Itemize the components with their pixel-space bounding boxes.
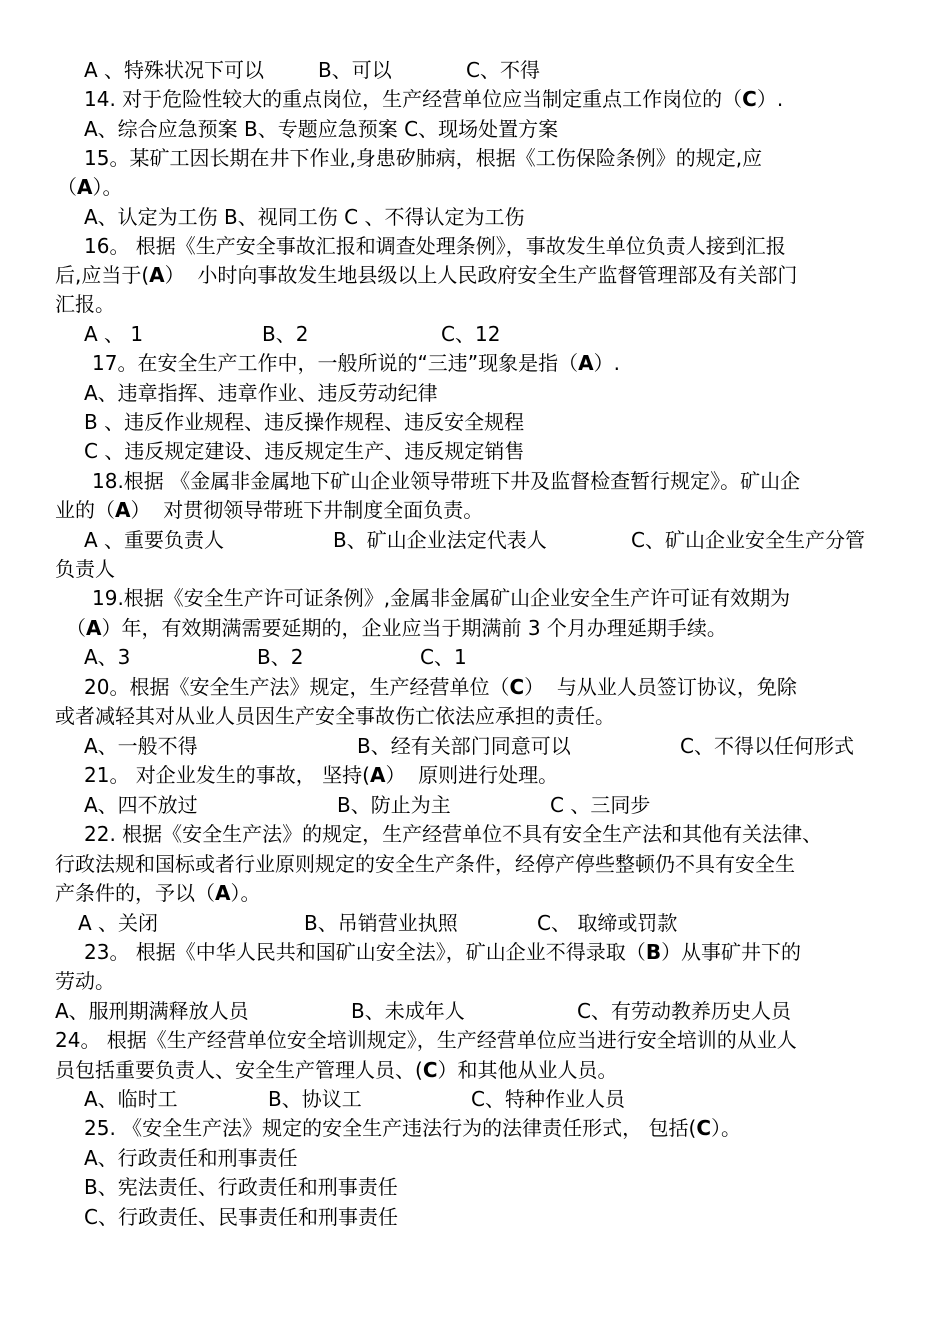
option-text: A 、关闭 (78, 911, 159, 935)
line-text (55, 1026, 797, 1055)
line-text (55, 261, 797, 290)
option-text: C、12 (441, 322, 501, 346)
line-text (55, 290, 115, 319)
line-text (84, 1203, 398, 1232)
text-line (0, 115, 950, 144)
line-text (84, 761, 558, 790)
line-text (84, 673, 797, 702)
answer-letter: B (645, 940, 662, 964)
text-line (0, 320, 950, 349)
text-run: 负责人 (55, 557, 115, 581)
answer-letter: A (115, 498, 131, 522)
text-run: ）。 (230, 881, 261, 905)
line-text (55, 1056, 618, 1085)
text-run: 22. 根据《安全生产法》的规定，生产经营单位不具有安全生产法和其他有关法律、 (84, 822, 823, 846)
text-line (0, 261, 950, 290)
option-text: A、一般不得 (84, 734, 198, 758)
text-run: ） 对贯彻领导带班下井制度全面负责。 (130, 498, 484, 522)
text-run: 25. 《安全生产法》规定的安全生产违法行为的法律责任形式， 包括( (84, 1116, 697, 1140)
text-run: B、宪法责任、行政责任和刑事责任 (84, 1175, 398, 1199)
text-line (0, 761, 950, 790)
option-text: C、不得以任何形式 (680, 734, 854, 758)
text-run: ）和其他从业人员。 (437, 1058, 618, 1082)
text-line (0, 379, 950, 408)
option-text: B、2 (262, 322, 309, 346)
text-run: A、综合应急预案 B、专题应急预案 C、现场处置方案 (84, 117, 559, 141)
option-text: B、防止为主 (337, 793, 451, 817)
text-line (0, 1203, 950, 1232)
text-line (0, 584, 950, 613)
text-line (0, 1114, 950, 1143)
option-text: C、有劳动教养历史人员 (577, 999, 791, 1023)
line-text (84, 437, 524, 466)
text-run: （ (57, 175, 77, 199)
text-run: 劳动。 (55, 969, 115, 993)
text-line (0, 1173, 950, 1202)
line-text (92, 349, 620, 378)
text-run: ）. (593, 351, 621, 375)
text-run: ） 小时向事故发生地县级以上人民政府安全生产监督管理部及有关部门 (164, 263, 798, 287)
text-line (0, 732, 950, 761)
text-run: （ (66, 616, 86, 640)
text-run: 17。在安全生产工作中，一般所说的“三违”现象是指（ (92, 351, 579, 375)
text-line (0, 496, 950, 525)
text-line (0, 1085, 950, 1114)
text-run: 或者减轻其对从业人员因生产安全事故伤亡依法应承担的责任。 (55, 704, 615, 728)
line-text (84, 938, 801, 967)
option-text: B、未成年人 (351, 999, 465, 1023)
answer-letter: A (77, 175, 93, 199)
option-text: A 、特殊状况下可以 (84, 58, 265, 82)
text-run: C、行政责任、民事责任和刑事责任 (84, 1205, 398, 1229)
answer-letter: C (509, 675, 525, 699)
text-run: 24。 根据《生产经营单位安全培训规定》，生产经营单位应当进行安全培训的从业人 (55, 1028, 797, 1052)
line-text (84, 144, 762, 173)
text-run: ）。 (92, 175, 123, 199)
text-line (0, 437, 950, 466)
text-line (0, 203, 950, 232)
text-run: ）。 (711, 1116, 742, 1140)
text-line (0, 173, 950, 202)
answer-letter: C (696, 1116, 712, 1140)
text-line (0, 349, 950, 378)
text-line (0, 144, 950, 173)
option-text: B、2 (257, 645, 304, 669)
option-text: B、协议工 (268, 1087, 362, 1111)
line-text (92, 467, 800, 496)
option-text: A、临时工 (84, 1087, 178, 1111)
answer-letter: A (369, 763, 386, 787)
text-run: 15。某矿工因长期在井下作业,身患矽肺病，根据《工伤保险条例》的规定,应 (84, 146, 763, 170)
line-text (84, 408, 524, 437)
text-line (0, 820, 950, 849)
text-line (0, 1056, 950, 1085)
text-line (0, 643, 950, 672)
answer-letter: C (742, 87, 757, 111)
line-text (55, 850, 795, 879)
text-run: 行政法规和国标或者行业原则规定的安全生产条件，经停产停些整顿仍不具有安全生 (55, 852, 795, 876)
text-line (0, 408, 950, 437)
text-line (0, 997, 950, 1026)
option-text: B、经有关部门同意可以 (357, 734, 571, 758)
line-text (84, 820, 822, 849)
text-run: 业的（ (55, 498, 115, 522)
line-text (55, 879, 260, 908)
option-text: A 、重要负责人 (84, 528, 225, 552)
line-text (55, 702, 615, 731)
line-text (84, 232, 786, 261)
text-line (0, 1026, 950, 1055)
line-text (84, 1173, 398, 1202)
text-run: 19.根据《安全生产许可证条例》,金属非金属矿山企业安全生产许可证有效期为 (92, 586, 791, 610)
text-run: 后,应当于( (55, 263, 150, 287)
text-line (0, 938, 950, 967)
text-run: ）. (756, 87, 784, 111)
text-run: ）从事矿井下的 (661, 940, 802, 964)
line-text (57, 173, 122, 202)
option-text: C 、三同步 (550, 793, 651, 817)
text-run: B 、违反作业规程、违反操作规程、违反安全规程 (84, 410, 525, 434)
text-run: 23。 根据《中华人民共和国矿山安全法》，矿山企业不得录取（ (84, 940, 646, 964)
option-text: A、四不放过 (84, 793, 198, 817)
text-run: A、行政责任和刑事责任 (84, 1146, 298, 1170)
line-text (84, 1144, 298, 1173)
line-text (55, 496, 483, 525)
text-run: 产条件的，予以（ (55, 881, 215, 905)
text-line (0, 702, 950, 731)
text-line (0, 232, 950, 261)
text-run: ）年，有效期满需要延期的，企业应当于期满前 3 个月办理延期手续。 (101, 616, 727, 640)
text-line (0, 290, 950, 319)
text-line (0, 56, 950, 85)
text-line (0, 467, 950, 496)
option-text: C、1 (420, 645, 467, 669)
line-text (84, 115, 558, 144)
answer-letter: A (149, 263, 165, 287)
text-line (0, 879, 950, 908)
text-run: ） 原则进行处理。 (385, 763, 559, 787)
line-text (92, 584, 790, 613)
line-text (66, 614, 727, 643)
text-line (0, 85, 950, 114)
line-text (84, 203, 524, 232)
text-line (0, 850, 950, 879)
text-line (0, 909, 950, 938)
option-text: A、3 (84, 645, 131, 669)
option-text: C、不得 (466, 58, 540, 82)
line-text (84, 85, 783, 114)
text-line (0, 555, 950, 584)
option-text: B、吊销营业执照 (304, 911, 458, 935)
answer-letter: A (215, 881, 231, 905)
text-run: A、违章指挥、违章作业、违反劳动纪律 (84, 381, 438, 405)
text-run: 20。根据《安全生产法》规定，生产经营单位（ (84, 675, 510, 699)
option-text: C、 取缔或罚款 (537, 911, 678, 935)
line-text (55, 967, 115, 996)
text-run: A、认定为工伤 B、视同工伤 C 、不得认定为工伤 (84, 205, 525, 229)
answer-letter: A (578, 351, 594, 375)
answer-letter: A (86, 616, 102, 640)
text-line (0, 526, 950, 555)
text-line (0, 967, 950, 996)
text-line (0, 673, 950, 702)
line-text (84, 1114, 741, 1143)
text-line (0, 614, 950, 643)
text-run: 16。 根据《生产安全事故汇报和调查处理条例》，事故发生单位负责人接到汇报 (84, 234, 786, 258)
text-run: 18.根据 《金属非金属地下矿山企业领导带班下井及监督检查暂行规定》。矿山企 (92, 469, 801, 493)
text-run: 汇报。 (55, 292, 115, 316)
text-run: ） 与从业人员签订协议，免除 (524, 675, 797, 699)
text-run: C 、违反规定建设、违反规定生产、违反规定销售 (84, 439, 525, 463)
option-text: A 、 1 (84, 322, 144, 346)
option-text: A、服刑期满释放人员 (55, 999, 249, 1023)
line-text (84, 379, 438, 408)
text-line (0, 791, 950, 820)
text-run: 21。 对企业发生的事故， 坚持( (84, 763, 370, 787)
text-run: 14. 对于危险性较大的重点岗位，生产经营单位应当制定重点工作岗位的（ (84, 87, 743, 111)
option-text: B、矿山企业法定代表人 (333, 528, 547, 552)
option-text: B、可以 (318, 58, 392, 82)
option-text: C、矿山企业安全生产分管 (631, 528, 865, 552)
answer-letter: C (422, 1058, 438, 1082)
text-line (0, 1144, 950, 1173)
option-text: C、特种作业人员 (471, 1087, 625, 1111)
text-run: 员包括重要负责人、安全生产管理人员、( (55, 1058, 423, 1082)
line-text (55, 555, 115, 584)
